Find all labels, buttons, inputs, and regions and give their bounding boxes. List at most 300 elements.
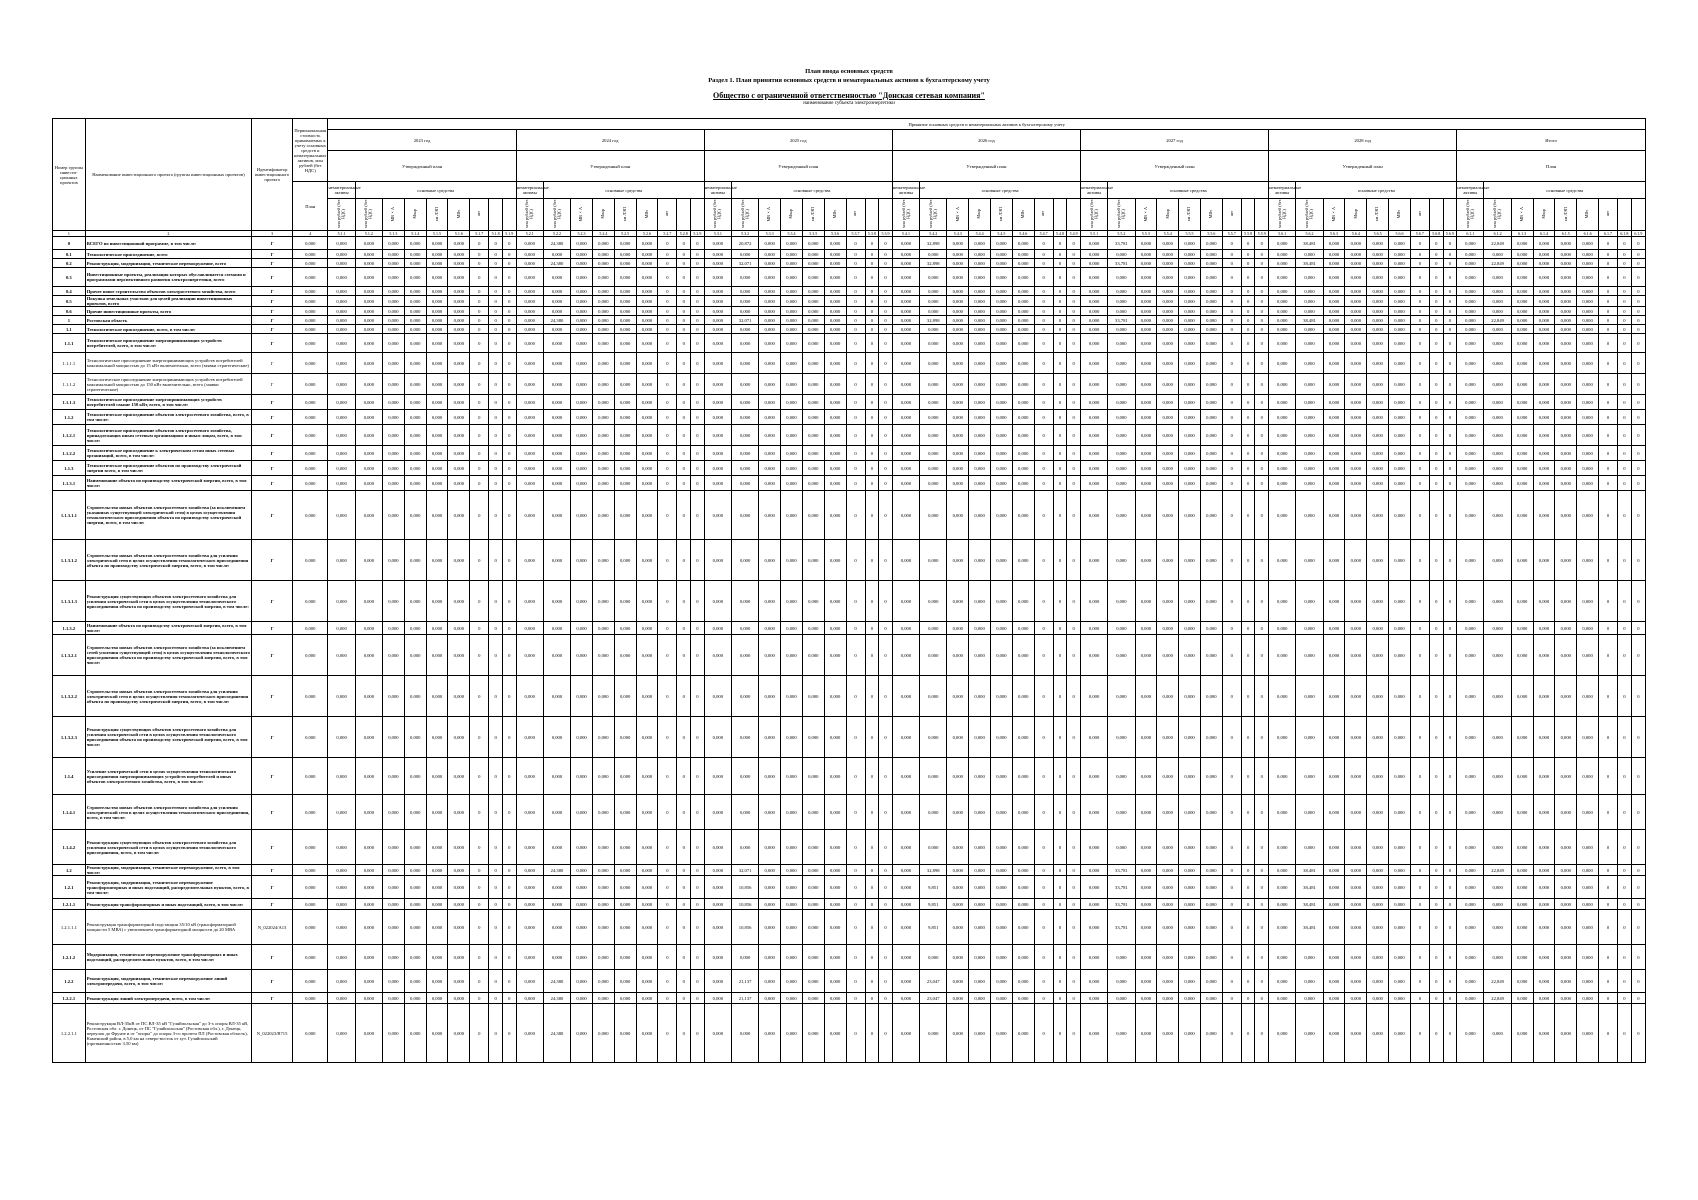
- value-cell: 0: [470, 899, 489, 910]
- value-cell: 0,000: [1345, 758, 1367, 795]
- value-cell: 0,000: [1157, 676, 1179, 717]
- value-cell: 0,000: [920, 334, 947, 353]
- value-cell: 0,000: [1389, 945, 1411, 970]
- value-cell: 0,000: [1345, 876, 1367, 899]
- value-cell: 0,000: [1511, 491, 1533, 540]
- value-cell: 0,000: [592, 446, 614, 461]
- value-cell: 0,000: [1135, 876, 1157, 899]
- value-cell: 0,000: [1457, 259, 1484, 268]
- value-cell: 0,000: [802, 307, 824, 316]
- value-cell: 0: [879, 461, 893, 476]
- value-cell: 0,000: [404, 425, 426, 446]
- value-cell: 0,000: [1457, 353, 1484, 374]
- value-cell: 0,000: [824, 476, 846, 491]
- value-cell: 0,000: [731, 461, 758, 476]
- value-cell: 0,000: [759, 325, 781, 334]
- value-cell: 0: [1034, 993, 1053, 1004]
- value-cell: 0,000: [1555, 910, 1577, 945]
- value-cell: 0,000: [1484, 945, 1511, 970]
- value-cell: 0,000: [1484, 268, 1511, 287]
- value-cell: 0,000: [383, 316, 405, 325]
- value-cell: 0,000: [731, 758, 758, 795]
- value-cell: 0,000: [947, 993, 969, 1004]
- value-cell: 0,000: [1269, 476, 1296, 491]
- value-cell: 0,000: [824, 353, 846, 374]
- unit-header: МВ×А: [571, 199, 593, 231]
- value-cell: 0,000: [1135, 316, 1157, 325]
- value-cell: 0,000: [355, 268, 382, 287]
- value-cell: 0,000: [1012, 910, 1034, 945]
- col-first-cost: Первоначальная стоимость принимаемых к учету основных средств и нематериальных активов, млн рублей (без НДС): [293, 119, 328, 182]
- value-cell: 0: [1410, 316, 1429, 325]
- value-cell: 0,000: [426, 237, 448, 250]
- value-cell: 0: [677, 635, 691, 676]
- value-cell: 0,000: [802, 622, 824, 635]
- value-cell: 0,000: [1135, 425, 1157, 446]
- value-cell: 0,000: [802, 993, 824, 1004]
- value-cell: 0: [1034, 296, 1053, 307]
- value-cell: 0: [1255, 993, 1269, 1004]
- unit-header: [1067, 199, 1081, 231]
- value-cell: 0: [489, 676, 503, 717]
- value-cell: 0: [489, 325, 503, 334]
- value-cell: 0: [865, 758, 879, 795]
- value-cell: 0,000: [636, 830, 658, 865]
- value-cell: 0,000: [1533, 325, 1555, 334]
- value-cell: 0: [658, 296, 677, 307]
- value-cell: 0,000: [1108, 945, 1135, 970]
- value-cell: 0: [1429, 899, 1443, 910]
- value-cell: 0,000: [1200, 622, 1222, 635]
- value-cell: 0: [1067, 795, 1081, 830]
- value-cell: 0,000: [614, 237, 636, 250]
- value-cell: 0,000: [1200, 581, 1222, 622]
- value-cell: 0: [1599, 395, 1618, 410]
- value-cell: 0,000: [920, 830, 947, 865]
- row-number: 1.1.4.1: [53, 795, 86, 830]
- value-cell: 0: [1443, 795, 1457, 830]
- unit-header: МВт: [1200, 199, 1222, 231]
- value-cell: 0,000: [1484, 425, 1511, 446]
- value-cell: 0,000: [1389, 993, 1411, 1004]
- value-cell: 0,000: [781, 865, 803, 876]
- value-cell: 0: [1034, 374, 1053, 395]
- index-cell: 5.5.1: [1080, 231, 1107, 237]
- value-cell: 0: [1599, 425, 1618, 446]
- value-cell: 0,000: [1367, 287, 1389, 296]
- value-cell: 0,000: [448, 250, 470, 259]
- value-cell: 0,000: [636, 717, 658, 758]
- value-cell: 0: [865, 830, 879, 865]
- value-cell: 0,000: [1012, 899, 1034, 910]
- value-cell: 0,000: [1389, 410, 1411, 425]
- value-cell: 0,000: [824, 1004, 846, 1063]
- value-cell: 0,000: [731, 268, 758, 287]
- value-cell: 0: [1618, 540, 1632, 581]
- value-cell: 0,000: [328, 581, 355, 622]
- value-cell: 0: [1443, 307, 1457, 316]
- value-cell: 0: [1631, 717, 1645, 758]
- value-cell: 32,898: [920, 259, 947, 268]
- value-cell: 0: [1429, 910, 1443, 945]
- value-cell: 0: [865, 307, 879, 316]
- value-cell: 0,000: [448, 446, 470, 461]
- value-cell: 0: [1410, 250, 1429, 259]
- value-cell: 0: [1034, 581, 1053, 622]
- table-row: [53, 993, 1646, 1004]
- index-cell: 5.3.5: [802, 231, 824, 237]
- table-row: [53, 410, 1646, 425]
- index-cell: 1: [53, 231, 86, 237]
- value-cell: 0,000: [383, 581, 405, 622]
- value-cell: 0,000: [1555, 237, 1577, 250]
- value-cell: 0,000: [704, 758, 731, 795]
- value-cell: 0: [1034, 410, 1053, 425]
- value-cell: 0,000: [1511, 446, 1533, 461]
- value-cell: 0,000: [636, 353, 658, 374]
- intangible-header: нематериальные активы: [1269, 182, 1296, 199]
- value-cell: 0,000: [1511, 865, 1533, 876]
- value-cell: 0,000: [448, 237, 470, 250]
- row-number: 1.1.3.2.3: [53, 717, 86, 758]
- value-cell: 0,000: [969, 237, 991, 250]
- value-cell: 0,000: [516, 717, 543, 758]
- value-cell: 0: [502, 581, 516, 622]
- value-cell: 0,000: [516, 395, 543, 410]
- value-cell: 0,000: [1511, 325, 1533, 334]
- value-cell: 0: [1618, 395, 1632, 410]
- value-cell: 0: [879, 296, 893, 307]
- value-cell: 0,000: [1108, 491, 1135, 540]
- row-id: Г: [252, 250, 293, 259]
- value-cell: 0,000: [404, 795, 426, 830]
- value-cell: 0,000: [920, 268, 947, 287]
- value-cell: 0: [502, 795, 516, 830]
- index-cell: 6.1.6: [1577, 231, 1599, 237]
- row-id: Г: [252, 316, 293, 325]
- value-cell: 0: [1053, 581, 1067, 622]
- value-cell: 0,000: [1389, 491, 1411, 540]
- value-cell: 0,000: [1108, 395, 1135, 410]
- value-cell: 0,000: [704, 876, 731, 899]
- index-cell: 5.2.5: [614, 231, 636, 237]
- value-cell: 0: [1241, 410, 1255, 425]
- index-cell: 6.1.5: [1555, 231, 1577, 237]
- value-cell: 0: [1222, 622, 1241, 635]
- unit-header: МВт: [1389, 199, 1411, 231]
- value-cell: 0,000: [1269, 259, 1296, 268]
- value-cell: 0: [1053, 910, 1067, 945]
- index-cell: 3: [252, 231, 293, 237]
- value-cell: 0,000: [1179, 910, 1201, 945]
- value-cell: 0,000: [1511, 635, 1533, 676]
- value-cell: 0: [691, 945, 705, 970]
- value-cell: 0,000: [592, 325, 614, 334]
- value-cell: 0: [1241, 970, 1255, 993]
- value-cell: 0,000: [355, 635, 382, 676]
- value-cell: 0,000: [1179, 250, 1201, 259]
- value-cell: 0,000: [892, 410, 919, 425]
- value-cell: 0,000: [426, 540, 448, 581]
- value-cell: 0,000: [1323, 1004, 1345, 1063]
- value-cell: 0: [677, 395, 691, 410]
- value-cell: 0: [470, 758, 489, 795]
- value-cell: 0,000: [1200, 287, 1222, 296]
- value-cell: 0: [1255, 461, 1269, 476]
- value-cell: 0: [1599, 374, 1618, 395]
- value-cell: 0,000: [781, 425, 803, 446]
- value-cell: 0,000: [824, 865, 846, 876]
- row-first-cost: 0,000: [293, 1004, 328, 1063]
- row-name: Усиление электрической сети в целях осуществления технологического присоединения энергопринимающих устройств потребителей и иных объектов электросетевого хозяйства, всего, в том числе:: [85, 758, 251, 795]
- value-cell: 0,000: [1555, 865, 1577, 876]
- row-name: Реконструкция существующих объектов электросетевого хозяйства для усиления электрической сети в целях осуществления технологического присоединения объекта по производству электрической энергии, в том числе:: [85, 581, 251, 622]
- value-cell: 0,000: [1345, 395, 1367, 410]
- value-cell: 0,000: [947, 876, 969, 899]
- value-cell: 0,000: [1511, 425, 1533, 446]
- value-cell: 0: [1410, 970, 1429, 993]
- value-cell: 0,000: [1345, 425, 1367, 446]
- row-number: 0: [53, 237, 86, 250]
- value-cell: 0: [1631, 316, 1645, 325]
- value-cell: 0,000: [759, 676, 781, 717]
- value-cell: 0,000: [802, 316, 824, 325]
- value-cell: 0,000: [614, 476, 636, 491]
- value-cell: 0: [1222, 830, 1241, 865]
- value-cell: 0,000: [969, 945, 991, 970]
- unit-header: Мвар: [969, 199, 991, 231]
- unit-header: [1255, 199, 1269, 231]
- value-cell: 0,000: [516, 476, 543, 491]
- value-cell: 0,000: [1555, 334, 1577, 353]
- value-cell: 0,000: [1367, 491, 1389, 540]
- unit-header: млн рублей (без НДС): [1457, 199, 1484, 231]
- value-cell: 0: [691, 795, 705, 830]
- value-cell: 0,000: [969, 993, 991, 1004]
- value-cell: 0: [502, 1004, 516, 1063]
- unit-header: шт: [846, 199, 865, 231]
- value-cell: 0,000: [636, 540, 658, 581]
- row-name: Инвестиционные проекты, реализация которых обуславливается схемами и программами перспективного развития электроэнергетики, всего: [85, 268, 251, 287]
- value-cell: 0: [1222, 395, 1241, 410]
- value-cell: 0,000: [1200, 476, 1222, 491]
- row-first-cost: 0,000: [293, 622, 328, 635]
- value-cell: 0: [1255, 476, 1269, 491]
- value-cell: 0: [1631, 268, 1645, 287]
- value-cell: 0: [1241, 296, 1255, 307]
- value-cell: 0,000: [426, 491, 448, 540]
- value-cell: 0,000: [759, 876, 781, 899]
- value-cell: 0,000: [781, 1004, 803, 1063]
- value-cell: 0,000: [781, 250, 803, 259]
- value-cell: 0: [1067, 876, 1081, 899]
- value-cell: 0,000: [592, 296, 614, 307]
- value-cell: 0,000: [1533, 899, 1555, 910]
- unit-header: [677, 199, 691, 231]
- value-cell: 0,000: [1511, 334, 1533, 353]
- value-cell: 0,000: [614, 259, 636, 268]
- value-cell: 0: [502, 334, 516, 353]
- value-cell: 0,000: [636, 296, 658, 307]
- value-cell: 0,000: [1323, 296, 1345, 307]
- value-cell: 0,000: [571, 259, 593, 268]
- value-cell: 0: [1255, 635, 1269, 676]
- value-cell: 0: [1443, 899, 1457, 910]
- value-cell: 0,000: [920, 446, 947, 461]
- value-cell: 0: [1067, 410, 1081, 425]
- value-cell: 0,000: [1555, 993, 1577, 1004]
- value-cell: 0: [1255, 876, 1269, 899]
- row-first-cost: 0,000: [293, 374, 328, 395]
- value-cell: 0,000: [1080, 865, 1107, 876]
- value-cell: 0,000: [920, 581, 947, 622]
- value-cell: 0,000: [1135, 635, 1157, 676]
- value-cell: 0,000: [1555, 795, 1577, 830]
- value-cell: 0,000: [636, 491, 658, 540]
- value-cell: 0,000: [1389, 425, 1411, 446]
- value-cell: 0,000: [543, 353, 570, 374]
- value-cell: 0,000: [704, 259, 731, 268]
- value-cell: 0,000: [636, 425, 658, 446]
- value-cell: 0,000: [516, 237, 543, 250]
- value-cell: 0: [865, 717, 879, 758]
- value-cell: 0,000: [991, 945, 1013, 970]
- value-cell: 0: [1443, 993, 1457, 1004]
- value-cell: 0,000: [1389, 830, 1411, 865]
- value-cell: 0,000: [614, 993, 636, 1004]
- index-cell: 6.1.8: [1618, 231, 1632, 237]
- value-cell: 0,000: [969, 865, 991, 876]
- value-cell: 0,000: [802, 476, 824, 491]
- value-cell: 0,000: [781, 268, 803, 287]
- value-cell: 0,000: [516, 307, 543, 316]
- value-cell: 0,000: [969, 287, 991, 296]
- value-cell: 0,000: [991, 307, 1013, 316]
- value-cell: 0: [691, 334, 705, 353]
- row-first-cost: 0,000: [293, 425, 328, 446]
- value-cell: 0: [677, 910, 691, 945]
- value-cell: 0: [1618, 287, 1632, 296]
- value-cell: 0: [489, 296, 503, 307]
- value-cell: 0,000: [1296, 717, 1323, 758]
- value-cell: 0: [1034, 899, 1053, 910]
- value-cell: 0,000: [1367, 899, 1389, 910]
- index-cell: 5.4.3: [947, 231, 969, 237]
- value-cell: 0,000: [1157, 795, 1179, 830]
- index-cell: 5.3.2: [731, 231, 758, 237]
- value-cell: 0,000: [1080, 476, 1107, 491]
- value-cell: 0,000: [636, 635, 658, 676]
- value-cell: 0: [1410, 865, 1429, 876]
- index-cell: 5.4.1: [892, 231, 919, 237]
- unit-header: км ЛЭП: [426, 199, 448, 231]
- value-cell: 0,000: [920, 795, 947, 830]
- value-cell: 0,000: [448, 865, 470, 876]
- index-cell: 5.6.1: [1269, 231, 1296, 237]
- value-cell: 0: [691, 476, 705, 491]
- value-cell: 0,000: [892, 268, 919, 287]
- value-cell: 0,000: [704, 830, 731, 865]
- value-cell: 0,000: [1296, 993, 1323, 1004]
- value-cell: 0: [502, 622, 516, 635]
- value-cell: 0,000: [1108, 446, 1135, 461]
- value-cell: 0: [489, 540, 503, 581]
- value-cell: 0: [1067, 865, 1081, 876]
- value-cell: 0: [1053, 353, 1067, 374]
- value-cell: 0,000: [781, 491, 803, 540]
- value-cell: 0,000: [383, 830, 405, 865]
- intangible-header: нематериальные активы: [1457, 182, 1484, 199]
- value-cell: 0,000: [1457, 540, 1484, 581]
- value-cell: 0,000: [892, 353, 919, 374]
- value-cell: 0: [470, 395, 489, 410]
- value-cell: 0: [1429, 622, 1443, 635]
- value-cell: 0,000: [1157, 581, 1179, 622]
- value-cell: 0,000: [636, 581, 658, 622]
- value-cell: 0,000: [1323, 410, 1345, 425]
- value-cell: 33,781: [1108, 259, 1135, 268]
- value-cell: 0,000: [448, 353, 470, 374]
- value-cell: 0: [1053, 993, 1067, 1004]
- value-cell: 0: [1255, 316, 1269, 325]
- value-cell: 32,071: [731, 316, 758, 325]
- value-cell: 0: [1034, 316, 1053, 325]
- value-cell: 0: [1443, 287, 1457, 296]
- value-cell: 0,000: [426, 461, 448, 476]
- value-cell: 0,000: [991, 287, 1013, 296]
- value-cell: 22,849: [1484, 993, 1511, 1004]
- value-cell: 0,000: [1457, 296, 1484, 307]
- value-cell: 0,000: [426, 945, 448, 970]
- value-cell: 0: [1443, 540, 1457, 581]
- value-cell: 0,000: [328, 425, 355, 446]
- value-cell: 0,000: [328, 758, 355, 795]
- value-cell: 0,000: [1135, 581, 1157, 622]
- value-cell: 0: [1443, 876, 1457, 899]
- value-cell: 0,000: [404, 581, 426, 622]
- value-cell: 0,000: [920, 717, 947, 758]
- value-cell: 0: [502, 268, 516, 287]
- value-cell: 0,000: [1533, 250, 1555, 259]
- value-cell: 0,000: [781, 353, 803, 374]
- value-cell: 0: [677, 581, 691, 622]
- value-cell: 0,000: [1135, 758, 1157, 795]
- value-cell: 0: [489, 316, 503, 325]
- value-cell: 0,000: [1555, 250, 1577, 259]
- value-cell: 0: [658, 717, 677, 758]
- value-cell: 0: [846, 287, 865, 296]
- fixed-header: основные средства: [355, 182, 516, 199]
- value-cell: 0,000: [920, 410, 947, 425]
- value-cell: 0: [677, 287, 691, 296]
- value-cell: 0: [1443, 910, 1457, 945]
- value-cell: 0: [865, 635, 879, 676]
- value-cell: 0,000: [448, 395, 470, 410]
- value-cell: 0,000: [355, 876, 382, 899]
- row-name: Реконструкция трансформаторных и иных подстанций, всего, в том числе:: [85, 899, 251, 910]
- value-cell: 0,000: [704, 395, 731, 410]
- value-cell: 0,000: [1367, 476, 1389, 491]
- value-cell: 0,000: [636, 268, 658, 287]
- value-cell: 0: [1410, 993, 1429, 1004]
- plan-label: Утвержденный план: [516, 151, 704, 182]
- value-cell: 0,000: [1555, 635, 1577, 676]
- value-cell: 0,000: [571, 237, 593, 250]
- value-cell: 0,000: [1389, 795, 1411, 830]
- value-cell: 0,000: [592, 491, 614, 540]
- value-cell: 0,000: [426, 307, 448, 316]
- value-cell: 0: [1631, 970, 1645, 993]
